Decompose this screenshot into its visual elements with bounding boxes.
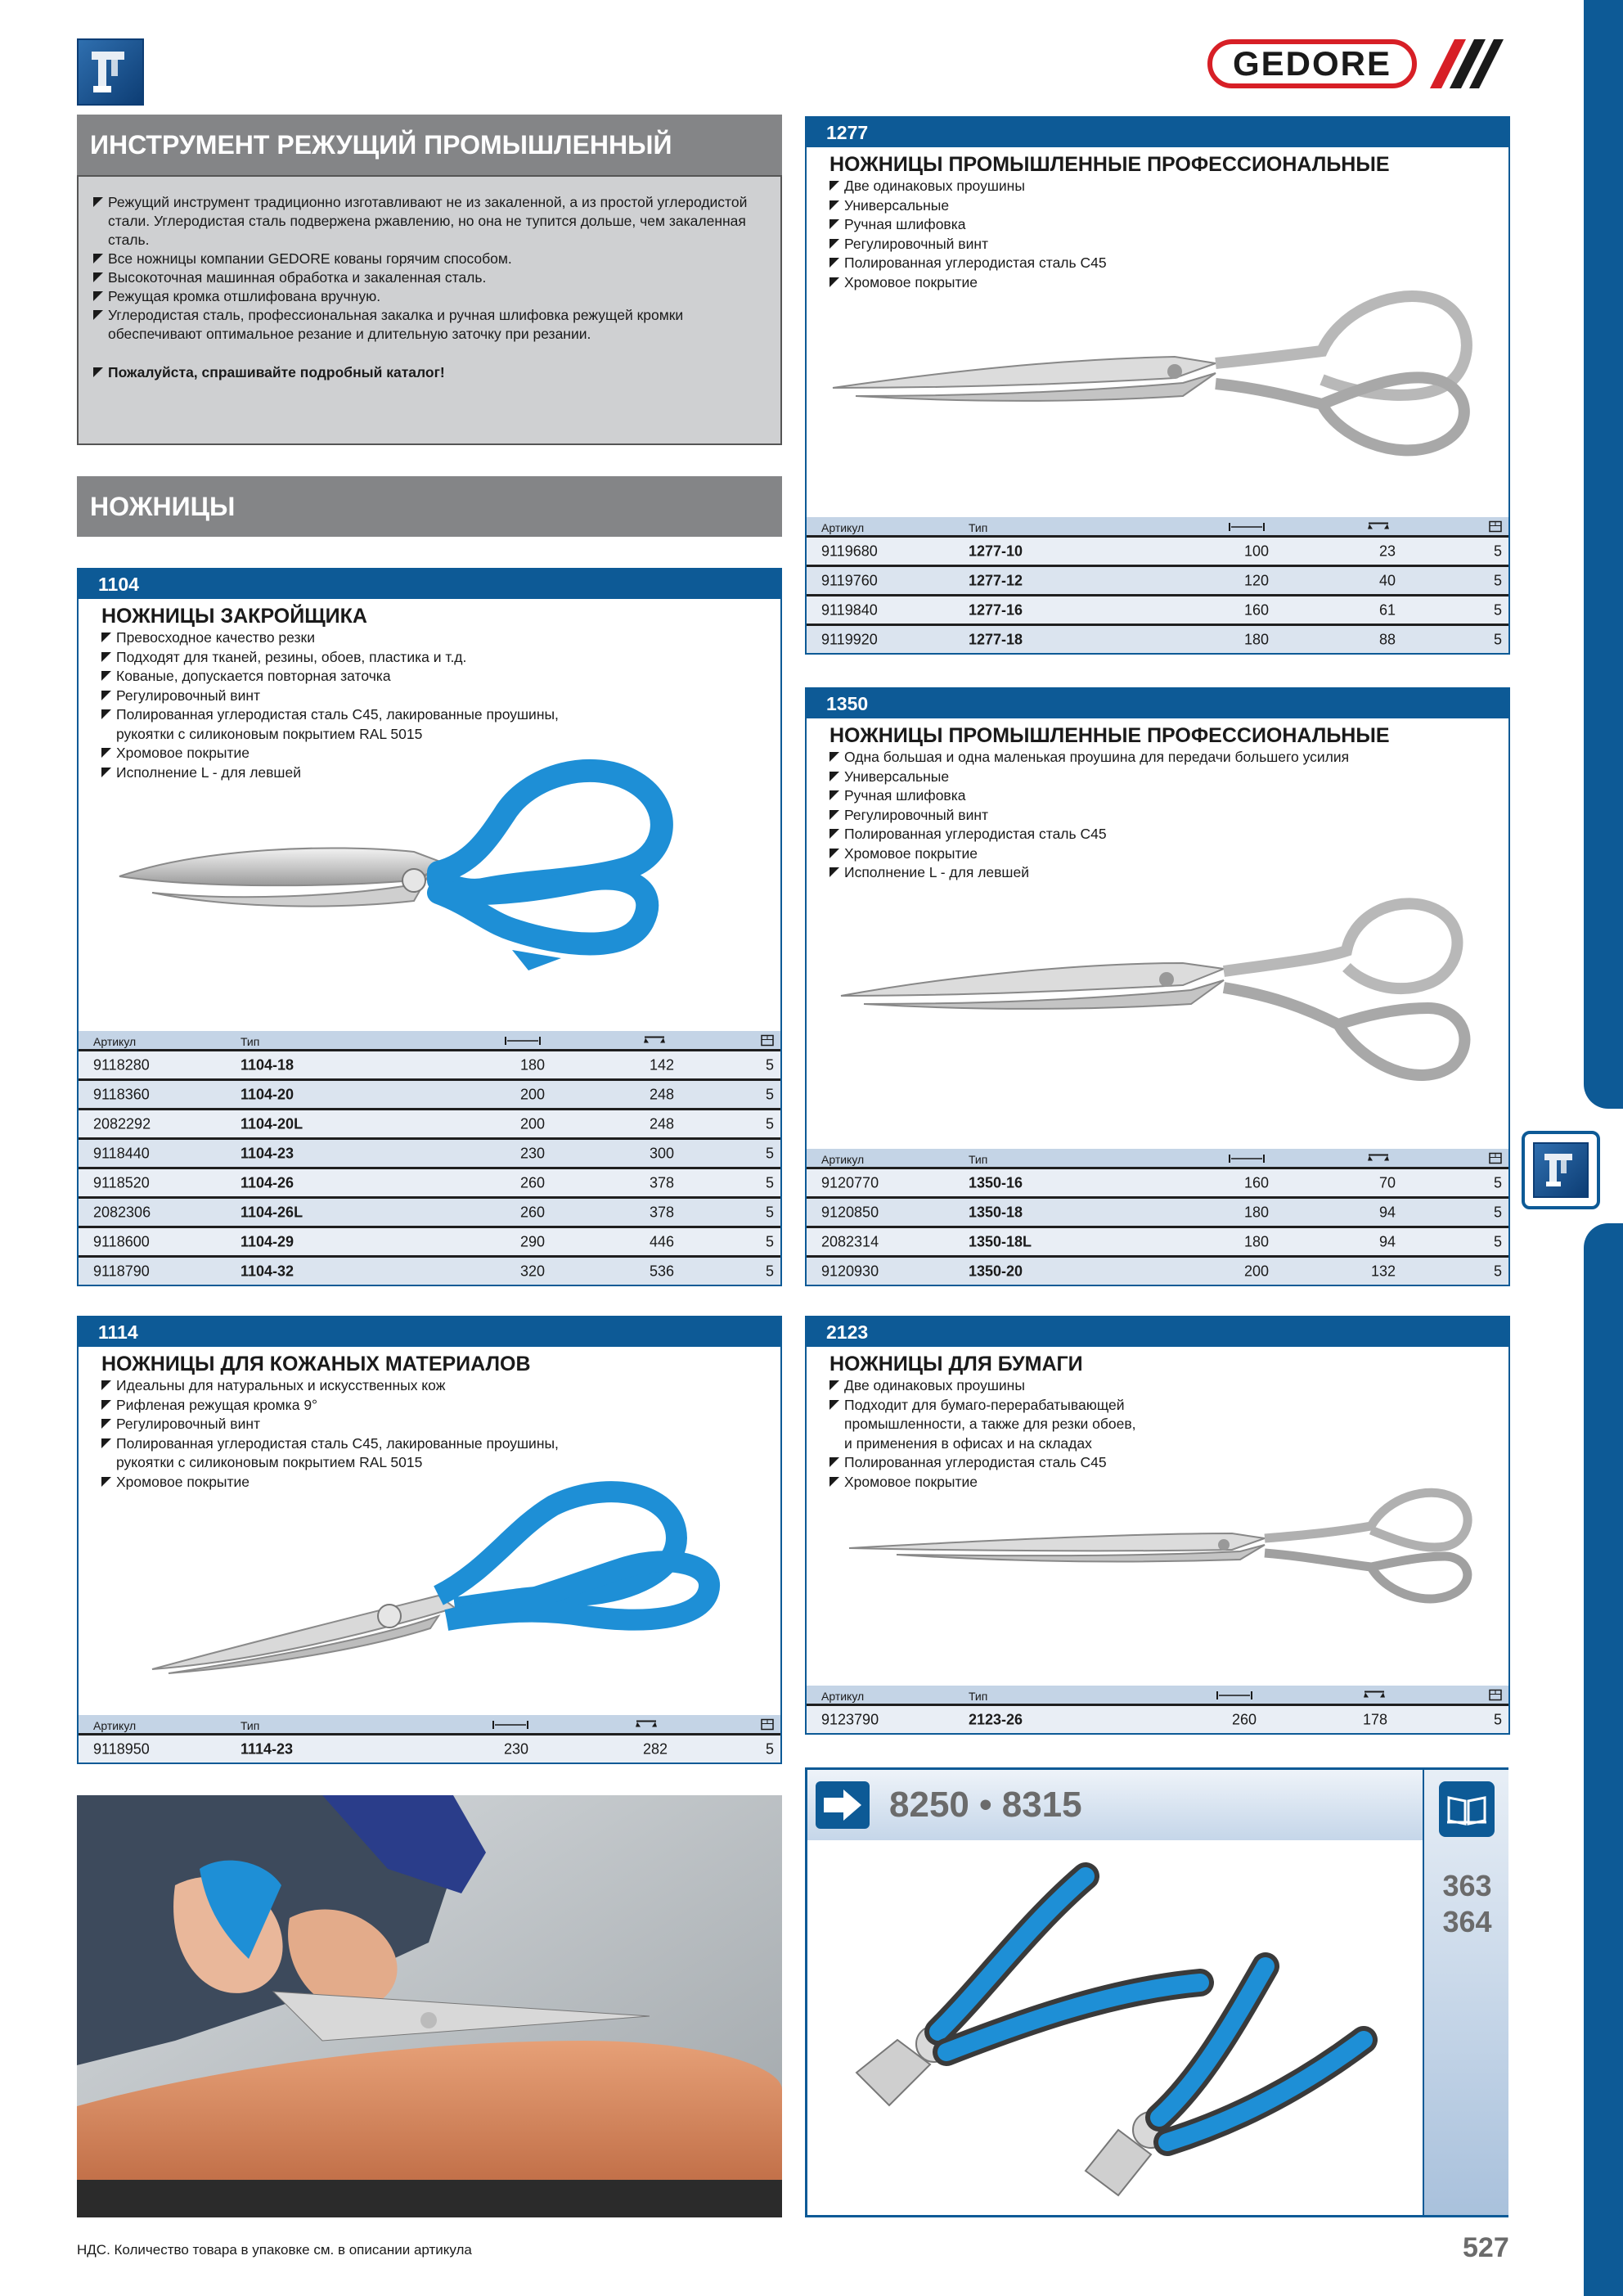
table-header [807, 517, 1508, 535]
table-header [79, 1715, 780, 1733]
cell-pack: 5 [1493, 631, 1502, 647]
intro-item: Углеродистая сталь, профессиональная закалка и ручная шлифовка режущей кромки обеспечивают оптимальное резание и длительную заточку при резании. [93, 306, 748, 344]
industrial-scissors-image [831, 281, 1486, 470]
column-article: Артикул [821, 521, 865, 534]
cell-pack: 5 [765, 1174, 774, 1191]
page-number: 527 [1463, 2232, 1509, 2263]
cell-length: 180 [1243, 631, 1269, 647]
cell-type: 1277-18 [969, 631, 1023, 647]
table-row [79, 1049, 780, 1078]
length-icon [1228, 1153, 1266, 1166]
column-type: Тип [969, 1153, 988, 1166]
cell-length: 180 [1243, 1204, 1269, 1220]
feature-item: Регулировочный винт [829, 806, 1438, 826]
cell-type: 1104-20L [241, 1115, 303, 1132]
cell-pack: 5 [1493, 542, 1502, 559]
weight-icon [1367, 1153, 1390, 1167]
cell-length: 120 [1243, 572, 1269, 588]
feature-item: Полированная углеродистая сталь С45 [829, 1453, 1144, 1473]
cell-pack: 5 [1493, 1711, 1502, 1727]
crossref-sidebar [1423, 1770, 1508, 2215]
cell-pack: 5 [1493, 1204, 1502, 1220]
cell-weight: 88 [1378, 631, 1396, 647]
pack-icon [1489, 1690, 1502, 1704]
cell-type: 1104-20 [241, 1086, 294, 1102]
product-table-1277 [807, 517, 1508, 653]
cell-weight: 70 [1378, 1174, 1396, 1191]
cell-length: 260 [519, 1204, 545, 1220]
cell-length: 200 [519, 1086, 545, 1102]
product-title: НОЖНИЦЫ ПРОМЫШЛЕННЫЕ ПРОФЕССИОНАЛЬНЫЕ [829, 153, 1390, 176]
arrow-right-icon[interactable] [816, 1781, 870, 1829]
cell-pack: 5 [765, 1115, 774, 1132]
column-type: Тип [969, 1690, 988, 1703]
cell-length: 160 [1243, 1174, 1269, 1191]
column-type: Тип [969, 521, 988, 534]
cell-type: 1104-26L [241, 1204, 303, 1220]
product-number: 1350 [807, 689, 1508, 718]
crossref-page-b[interactable]: 364 [1442, 1905, 1492, 1938]
product-table-1104 [79, 1031, 780, 1285]
feature-item: Полированная углеродистая сталь С45 [829, 825, 1438, 844]
crossref-page-a[interactable]: 363 [1442, 1869, 1492, 1902]
cell-type: 1104-23 [241, 1145, 294, 1161]
cell-weight: 248 [649, 1115, 674, 1132]
product-card-1277 [805, 116, 1510, 655]
cell-type: 1350-18 [969, 1204, 1023, 1220]
cell-length: 200 [1243, 1263, 1269, 1279]
pack-icon [1489, 1153, 1502, 1167]
footer-note: НДС. Количество товара в упаковке см. в описании артикула [77, 2242, 472, 2258]
cell-type: 1104-32 [241, 1263, 294, 1279]
cell-weight: 142 [649, 1056, 674, 1073]
cell-type: 1277-10 [969, 542, 1023, 559]
length-icon [1216, 1690, 1253, 1703]
subsection-title: НОЖНИЦЫ [77, 476, 782, 537]
column-article: Артикул [821, 1153, 865, 1166]
table-row [79, 1196, 780, 1226]
column-article: Артикул [93, 1035, 137, 1048]
cell-article: 9118360 [93, 1086, 150, 1102]
product-number: 1277 [807, 118, 1508, 147]
table-header [807, 1686, 1508, 1704]
product-number: 2123 [807, 1317, 1508, 1347]
cell-article: 9119760 [821, 572, 878, 588]
cell-pack: 5 [765, 1263, 774, 1279]
cell-length: 160 [1243, 601, 1269, 618]
logo-stripes-icon [1422, 39, 1504, 88]
table-row [807, 565, 1508, 594]
cell-article: 9118440 [93, 1145, 150, 1161]
section-title: ИНСТРУМЕНТ РЕЖУЩИЙ ПРОМЫШЛЕННЫЙ [77, 115, 782, 175]
industrial-scissors-1350-image [839, 894, 1477, 1098]
cell-article: 9118790 [93, 1263, 150, 1279]
cell-article: 2082292 [93, 1115, 151, 1132]
cell-length: 230 [503, 1740, 528, 1757]
cell-length: 260 [1231, 1711, 1257, 1727]
cell-article: 9119920 [821, 631, 878, 647]
caliper-icon [77, 38, 144, 106]
feature-item: Ручная шлифовка [829, 215, 1340, 235]
cell-weight: 446 [649, 1233, 674, 1249]
cell-article: 2082306 [93, 1204, 151, 1220]
cell-article: 9119680 [821, 542, 878, 559]
table-row [79, 1167, 780, 1196]
cell-weight: 132 [1370, 1263, 1396, 1279]
cell-length: 290 [519, 1233, 545, 1249]
leather-scissors-image [144, 1473, 733, 1694]
column-type: Тип [241, 1719, 260, 1732]
intro-item: Все ножницы компании GEDORE кованы горячим способом. [93, 250, 748, 268]
cell-article: 9120930 [821, 1263, 879, 1279]
product-card-1114 [77, 1316, 782, 1764]
cell-weight: 282 [642, 1740, 668, 1757]
cell-article: 9118280 [93, 1056, 150, 1073]
weight-icon [1367, 521, 1390, 535]
feature-item: Регулировочный винт [101, 1415, 612, 1434]
book-icon[interactable] [1439, 1781, 1495, 1837]
table-header [79, 1031, 780, 1049]
feature-item: Две одинаковых проушины [829, 1376, 1144, 1396]
table-row [79, 1733, 780, 1763]
intro-note: Пожалуйста, спрашивайте подробный каталог! [93, 363, 766, 382]
cell-pack: 5 [1493, 1263, 1502, 1279]
feature-item: Две одинаковых проушины [829, 177, 1340, 196]
brand-logo [1207, 39, 1504, 88]
cell-weight: 178 [1362, 1711, 1387, 1727]
weight-icon [643, 1035, 666, 1049]
table-row [807, 535, 1508, 565]
cell-type: 1350-16 [969, 1174, 1023, 1191]
table-row [79, 1108, 780, 1137]
feature-item: Превосходное качество резки [101, 628, 612, 648]
feature-item: Хромовое покрытие [829, 273, 1340, 293]
length-icon [492, 1719, 529, 1732]
pack-icon [761, 1035, 774, 1049]
table-body [807, 535, 1508, 653]
feature-item: Ручная шлифовка [829, 786, 1438, 806]
feature-item: Хромовое покрытие [829, 1473, 1144, 1492]
cell-article: 9123790 [821, 1711, 879, 1727]
weight-icon [635, 1719, 658, 1733]
table-row [807, 594, 1508, 624]
feature-item: Полированная углеродистая сталь С45, лакированные проушины, рукоятки с силиконовым покрытием RAL 5015 [101, 1434, 612, 1473]
product-number: 1114 [79, 1317, 780, 1347]
table-row [807, 1255, 1508, 1285]
feature-item: Одна большая и одна маленькая проушина для передачи большего усилия [829, 748, 1438, 768]
intro-item: Высокоточная машинная обработка и закаленная сталь. [93, 268, 748, 287]
cell-weight: 61 [1378, 601, 1396, 618]
crossref-box [805, 1767, 1508, 2217]
cell-pack: 5 [1493, 1174, 1502, 1191]
cell-pack: 5 [1493, 1233, 1502, 1249]
cell-type: 1104-18 [241, 1056, 294, 1073]
feature-item: Универсальные [829, 768, 1438, 787]
leather-cutting-photo [77, 1795, 782, 2217]
table-row [79, 1137, 780, 1167]
cell-article: 9118600 [93, 1233, 150, 1249]
feature-item: Кованые, допускается повторная заточка [101, 667, 612, 687]
table-row [807, 1226, 1508, 1255]
cell-type: 1350-20 [969, 1263, 1023, 1279]
cell-weight: 300 [649, 1145, 674, 1161]
feature-item: Хромовое покрытие [101, 1473, 612, 1492]
product-table-1114 [79, 1715, 780, 1763]
product-card-1350 [805, 687, 1510, 1286]
column-type: Тип [241, 1035, 260, 1048]
cell-type: 2123-26 [969, 1711, 1023, 1727]
feature-item: Хромовое покрытие [101, 744, 612, 763]
product-card-2123 [805, 1316, 1510, 1735]
crossref-title: 8250 • 8315 [889, 1785, 1082, 1825]
cell-type: 1277-16 [969, 601, 1023, 618]
feature-item: Полированная углеродистая сталь С45, лакированные проушины, рукоятки с силиконовым покрытием RAL 5015 [101, 705, 612, 744]
feature-item: Исполнение L - для левшей [101, 763, 612, 783]
intro-item: Режущая кромка отшлифована вручную. [93, 287, 748, 306]
feature-item: Подходит для бумаго-перерабатывающей промышленности, а также для резки обоев, и применения в офисах и на складах [829, 1396, 1144, 1454]
feature-item: Универсальные [829, 196, 1340, 216]
cell-type: 1104-29 [241, 1233, 294, 1249]
cell-article: 9118520 [93, 1174, 150, 1191]
caliper-icon [1533, 1142, 1589, 1198]
cell-pack: 5 [765, 1145, 774, 1161]
cell-pack: 5 [1493, 572, 1502, 588]
cell-pack: 5 [1493, 601, 1502, 618]
cell-pack: 5 [765, 1204, 774, 1220]
cell-type: 1104-26 [241, 1174, 294, 1191]
product-title: НОЖНИЦЫ ЗАКРОЙЩИКА [101, 605, 367, 628]
pliers-image [840, 1860, 1396, 2204]
cell-article: 9120770 [821, 1174, 879, 1191]
table-row [807, 1196, 1508, 1226]
cell-length: 200 [519, 1115, 545, 1132]
table-body [79, 1733, 780, 1763]
cell-article: 9120850 [821, 1204, 879, 1220]
cell-length: 100 [1243, 542, 1269, 559]
product-table-2123 [807, 1686, 1508, 1733]
table-row [807, 1704, 1508, 1733]
table-body [807, 1704, 1508, 1733]
cell-weight: 248 [649, 1086, 674, 1102]
intro-box [77, 175, 782, 445]
table-row [807, 624, 1508, 653]
intro-item: Режущий инструмент традиционно изготавливают не из закаленной, а из простой углеродистой стали. Углеродистая сталь подвержена ржавлению, но она не тупится дольше, чем закаленная сталь. [93, 193, 748, 250]
feature-item: Хромовое покрытие [829, 844, 1438, 864]
product-number: 1104 [79, 569, 780, 599]
pack-icon [1489, 521, 1502, 535]
feature-item: Регулировочный винт [101, 687, 612, 706]
feature-item: Регулировочный винт [829, 235, 1340, 254]
cell-weight: 23 [1378, 542, 1396, 559]
table-row [79, 1255, 780, 1285]
cell-type: 1114-23 [241, 1740, 294, 1757]
cell-pack: 5 [765, 1740, 774, 1757]
cell-weight: 536 [649, 1263, 674, 1279]
cell-length: 180 [519, 1056, 545, 1073]
cell-pack: 5 [765, 1233, 774, 1249]
table-body [79, 1049, 780, 1285]
cell-type: 1350-18L [969, 1233, 1032, 1249]
length-icon [504, 1035, 542, 1048]
cell-article: 2082314 [821, 1233, 879, 1249]
cell-weight: 40 [1378, 572, 1396, 588]
table-body [807, 1167, 1508, 1285]
pack-icon [761, 1719, 774, 1733]
table-row [807, 1167, 1508, 1196]
cell-length: 230 [519, 1145, 545, 1161]
cell-article: 9119840 [821, 601, 878, 618]
feature-item: Идеальны для натуральных и искусственных кож [101, 1376, 612, 1396]
weight-icon [1363, 1690, 1386, 1704]
cell-pack: 5 [765, 1086, 774, 1102]
cell-length: 320 [519, 1263, 545, 1279]
cell-article: 9118950 [93, 1740, 150, 1757]
feature-item: Рифленая режущая кромка 9° [101, 1396, 612, 1416]
length-icon [1228, 521, 1266, 534]
cell-pack: 5 [765, 1056, 774, 1073]
logo-text: GEDORE [1232, 44, 1392, 83]
cell-weight: 94 [1378, 1233, 1396, 1249]
tailor-scissors-image [103, 750, 758, 987]
table-header [807, 1149, 1508, 1167]
table-row [79, 1078, 780, 1108]
product-title: НОЖНИЦЫ ПРОМЫШЛЕННЫЕ ПРОФЕССИОНАЛЬНЫЕ [829, 724, 1390, 747]
cell-weight: 378 [649, 1174, 674, 1191]
cell-weight: 94 [1378, 1204, 1396, 1220]
sidebar-tab-cutting[interactable] [1522, 1131, 1600, 1209]
product-title: НОЖНИЦЫ ДЛЯ КОЖАНЫХ МАТЕРИАЛОВ [101, 1353, 531, 1375]
product-table-1350 [807, 1149, 1508, 1285]
product-card-1104 [77, 568, 782, 1286]
feature-item: Полированная углеродистая сталь С45 [829, 254, 1340, 273]
cell-type: 1277-12 [969, 572, 1023, 588]
column-article: Артикул [821, 1690, 865, 1703]
product-title: НОЖНИЦЫ ДЛЯ БУМАГИ [829, 1353, 1083, 1375]
cell-length: 180 [1243, 1233, 1269, 1249]
feature-item: Подходят для тканей, резины, обоев, пластика и т.д. [101, 648, 612, 668]
cell-weight: 378 [649, 1204, 674, 1220]
feature-item: Исполнение L - для левшей [829, 863, 1438, 883]
column-article: Артикул [93, 1719, 137, 1732]
table-row [79, 1226, 780, 1255]
paper-scissors-image [847, 1481, 1502, 1612]
cell-length: 260 [519, 1174, 545, 1191]
